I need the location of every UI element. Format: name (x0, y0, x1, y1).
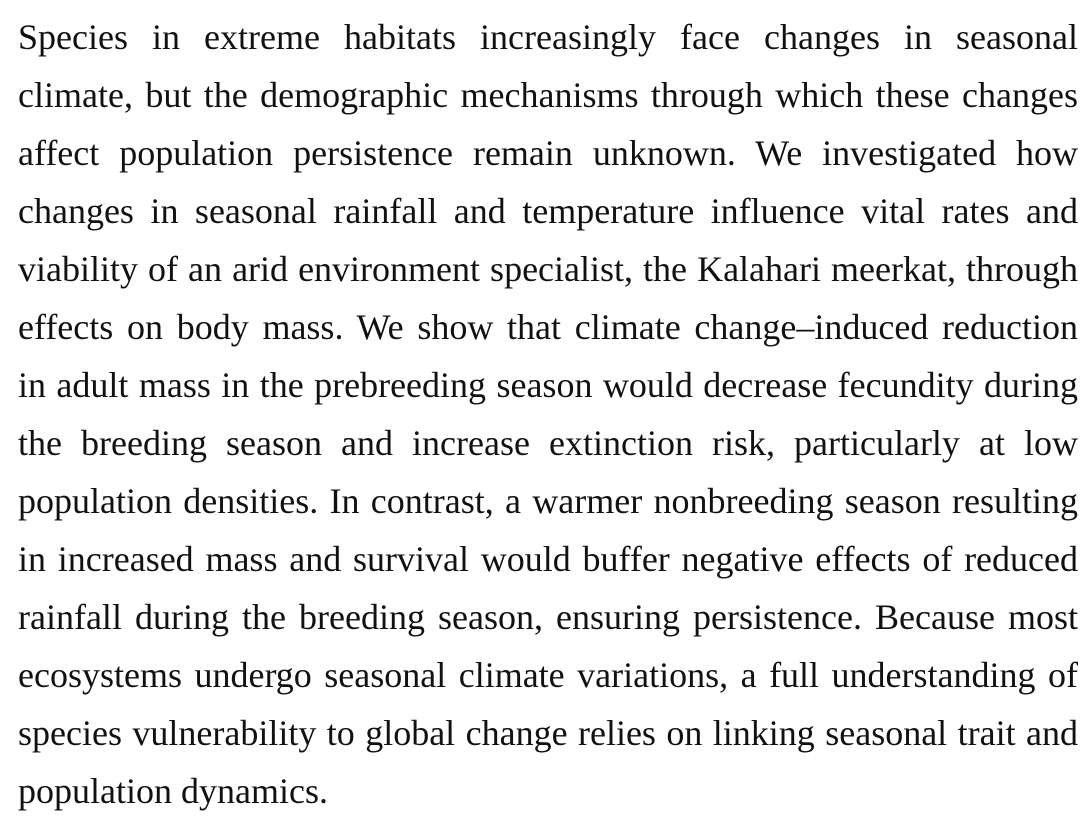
abstract-line-1: Species in extreme habitats increasingly face changes in seasonal (18, 17, 1078, 57)
abstract-line-14: population dynamics. (18, 771, 328, 811)
abstract-line-12: ecosystems undergo seasonal climate variations, a full understanding of (18, 655, 1078, 695)
abstract-paragraph (18, 8, 1078, 820)
abstract-line-10: in increased mass and survival would buffer negative effects of reduced (18, 539, 1078, 579)
abstract-line-3: affect population persistence remain unknown. We investigated how (18, 133, 1078, 173)
abstract-line-8: the breeding season and increase extinction risk, particularly at low (18, 423, 1078, 463)
abstract-line-9: population densities. In contrast, a warmer nonbreeding season resulting (18, 481, 1078, 521)
abstract-line-13: species vulnerability to global change relies on linking seasonal trait and (18, 713, 1078, 753)
abstract-line-11: rainfall during the breeding season, ensuring persistence. Because most (18, 597, 1078, 637)
abstract-line-4: changes in seasonal rainfall and temperature influence vital rates and (18, 191, 1078, 231)
abstract-line-2: climate, but the demographic mechanisms through which these changes (18, 75, 1078, 115)
abstract-line-6: effects on body mass. We show that climate change–induced reduction (18, 307, 1078, 347)
abstract-line-5: viability of an arid environment specialist, the Kalahari meerkat, through (18, 249, 1078, 289)
abstract-line-7: in adult mass in the prebreeding season would decrease fecundity during (18, 365, 1078, 405)
